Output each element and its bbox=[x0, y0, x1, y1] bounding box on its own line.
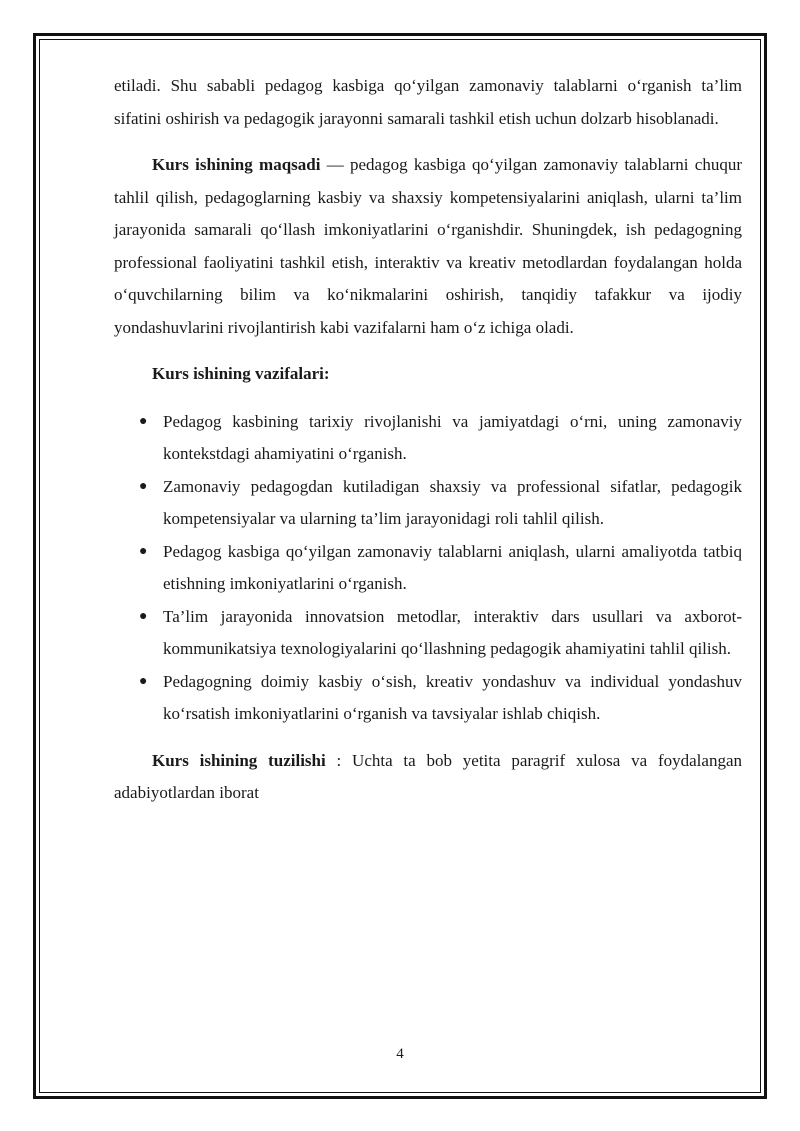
list-item-text: Ta’lim jarayonida innovatsion metodlar, interaktiv dars usullari va axborot-kommunikatsiya texnologiyalarini qo‘llashning pedagogik ahamiyatini tahlil qilish. bbox=[163, 606, 742, 658]
page-number: 4 bbox=[396, 1046, 404, 1062]
list-item-text: Pedagog kasbiga qo‘yilgan zamonaviy talablarni aniqlash, ularni amaliyotda tatbiq etishning imkoniyatlarini o‘rganish. bbox=[163, 541, 742, 593]
list-item bbox=[114, 666, 742, 731]
intro-paragraph: etiladi. Shu sababli pedagog kasbiga qo‘yilgan zamonaviy talablarni o‘rganish ta’lim sifatini oshirish va pedagogik jarayonni samarali tashkil etish uchun dolzarb hisoblanadi. bbox=[114, 76, 742, 128]
page-content bbox=[114, 70, 742, 810]
bullet-icon: ● bbox=[139, 673, 148, 689]
list-item bbox=[114, 536, 742, 601]
bullet-icon: ● bbox=[139, 543, 148, 559]
goal-label: Kurs ishining maqsadi bbox=[152, 155, 321, 174]
structure-text: : Uchta ta bob yetita paragrif xulosa va foydalangan adabiyotlardan iborat bbox=[114, 750, 742, 802]
structure-paragraph bbox=[114, 745, 742, 810]
goal-text: — pedagog kasbiga qo‘yilgan zamonaviy talablarni chuqur tahlil qilish, pedagoglarning kasbiy va shaxsiy kompetensiyalarini aniqlash, ularni ta’lim jarayonida samarali qo‘llash imkoniyatlarini o‘rganishdir. Shuningdek, ish pedagogning professional faoliyatini tashkil etish, interaktiv va kreativ metodlardan foydalangan holda o‘quvchilarning bilim va ko‘nikmalarini oshirish, tanqidiy tafakkur va ijodiy yondashuvlarini rivojlantirish kabi vazifalarni ham o‘z ichiga oladi. bbox=[114, 155, 743, 337]
list-item-text: Zamonaviy pedagogdan kutiladigan shaxsiy va professional sifatlar, pedagogik kompetensiyalar va ularning ta’lim jarayonidagi roli tahlil qilish. bbox=[163, 476, 742, 528]
list-item-text: Pedagogning doimiy kasbiy o‘sish, kreativ yondashuv va individual yondashuv ko‘rsatish imkoniyatlarini o‘rganish va tavsiyalar ishlab chiqish. bbox=[163, 671, 742, 723]
list-item bbox=[114, 471, 742, 536]
structure-label: Kurs ishining tuzilishi bbox=[152, 750, 326, 770]
bullet-icon: ● bbox=[139, 478, 148, 494]
goal-paragraph bbox=[114, 149, 742, 344]
list-item-text: Pedagog kasbining tarixiy rivojlanishi va jamiyatdagi o‘rni, uning zamonaviy kontekstdagi ahamiyatini o‘rganish. bbox=[163, 411, 742, 463]
bullet-icon: ● bbox=[139, 413, 148, 429]
list-item bbox=[114, 601, 742, 666]
bullet-icon: ● bbox=[139, 608, 148, 624]
tasks-heading: Kurs ishining vazifalari: bbox=[152, 364, 330, 383]
tasks-list bbox=[114, 406, 742, 731]
list-item bbox=[114, 406, 742, 471]
